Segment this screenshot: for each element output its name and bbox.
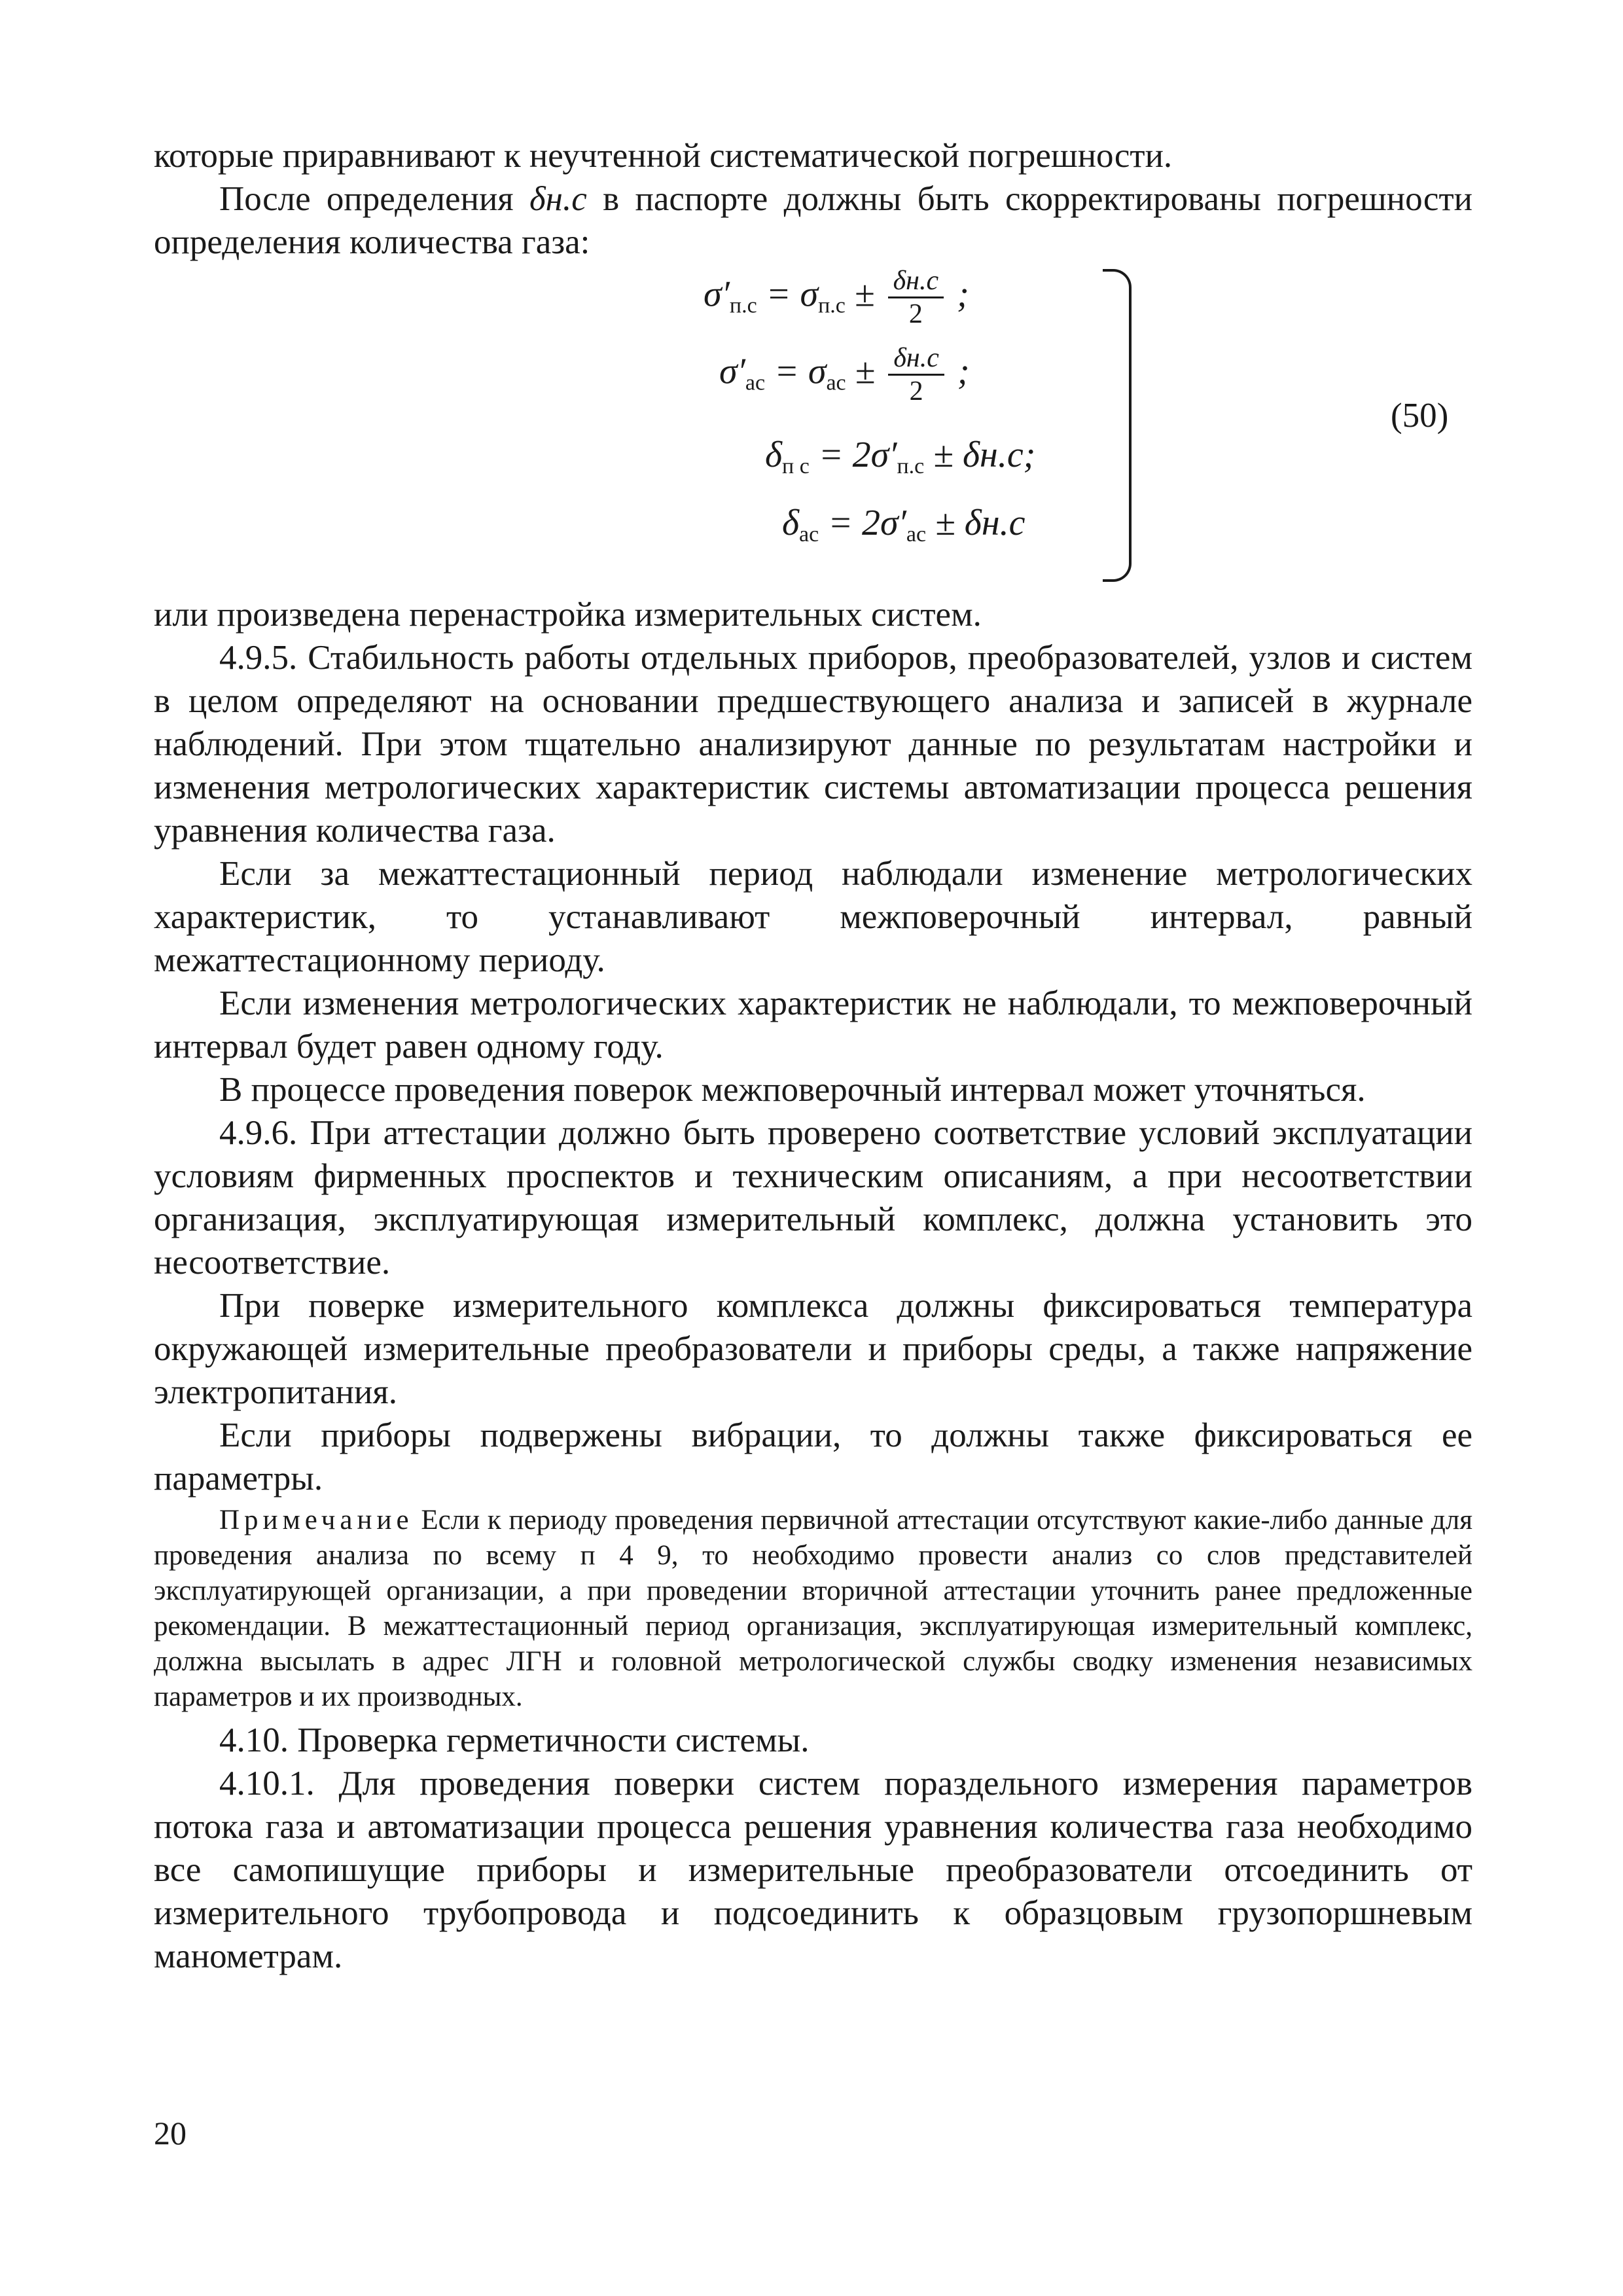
document-page [154, 134, 1472, 1978]
formula-line-1: $\sigma'_{п.с} = \sigma_{п.с}$ ± $\frac{\delta н.с}{2}$ ; [704, 266, 969, 329]
paragraph: или произведена перенастройка измерительных систем. [154, 596, 982, 634]
section-heading: 4.10. Проверка герметичности системы. [219, 1721, 810, 1759]
fraction: $\frac{\delta н.с}{2}$ [888, 265, 944, 330]
text-run: После определения [219, 180, 514, 218]
paragraph: 4.9.6. При аттестации должно быть проверено соответствие условий эксплуатации условиям фирменных проспектов и техническим описаниям, а при несоответствии организация, эксплуатирующая измерительный комплекс, должна установить это несоответствие. [154, 1114, 1472, 1282]
formula-system [154, 265, 1472, 589]
note-text: Если к периоду проведения первичной аттестации отсутствуют какие-либо данные для проведения анализа по всему п 4 9, то необходимо провести анализ со слов представителей эксплуатирующей организации, а при проведении вторичной аттестации уточнить ранее предложенные рекомендации. В межаттестационный период организация, эксплуатирующая измерительный комплекс, должна высылать в адрес ЛГН и головной метрологической службы сводку изменения независимых параметров и их производных. [154, 1505, 1473, 1712]
paragraph: В процессе проведения поверок межповерочный интервал может уточняться. [219, 1071, 1366, 1109]
paragraph: Если изменения метрологических характеристик не наблюдали, то межповерочный интервал будет равен одному году. [154, 984, 1472, 1066]
equation-number: (50) [1391, 397, 1449, 435]
right-brace [1103, 269, 1132, 582]
text-run: в паспорте должны быть скорректированы погрешности определения количества газа: [154, 180, 1472, 261]
fraction: $\frac{\delta н.с}{2}$ [888, 342, 944, 407]
formula-lines [697, 265, 1036, 556]
note-label: Примечание [219, 1505, 414, 1535]
paragraph: 4.10.1. Для проведения поверки систем пораздельного измерения параметров потока газа и автоматизации процесса решения уравнения количества газа необходимо все самопишущие приборы и измерительные преобразователи отсоединить от измерительного трубопровода и подсоединить к образцовым грузопоршневым манометрам. [154, 1765, 1472, 1975]
paragraph: При поверке измерительного комплекса должны фиксироваться температура окружающей измерительные преобразователи и приборы среды, а также напряжение электропитания. [154, 1287, 1472, 1411]
paragraph: 4.9.5. Стабильность работы отдельных приборов, преобразователей, узлов и систем в целом определяют на основании предшествующего анализа и записей в журнале наблюдений. При этом тщательно анализируют данные по результатам настройки и изменения метрологических характеристик системы автоматизации процесса решения уравнения количества газа. [154, 639, 1472, 850]
paragraph: Если приборы подвержены вибрации, то должны также фиксироваться ее параметры. [154, 1416, 1472, 1498]
formula-line-2: $\sigma'_{ас} = \sigma_{ас}$ ± $\frac{\delta н.с}{2}$ ; [719, 343, 970, 406]
page-number: 20 [154, 2115, 187, 2151]
paragraph: Если за межаттестационный период наблюдали изменение метрологических характеристик, то устанавливают межповерочный интервал, равный межаттестационному периоду. [154, 855, 1472, 979]
formula-line-4: $\delta_{ас} = 2\sigma'_{ас} \pm \delta н.с$ [782, 503, 1026, 547]
formula-line-3: $\delta_{п с} = 2\sigma'_{п.с} \pm \delta н.с$; [765, 435, 1036, 478]
symbol-delta: δн.с [529, 180, 587, 218]
note [154, 1503, 1472, 1715]
paragraph: которые приравнивают к неучтенной систематической погрешности. [154, 137, 1173, 175]
paragraph [154, 177, 1472, 264]
